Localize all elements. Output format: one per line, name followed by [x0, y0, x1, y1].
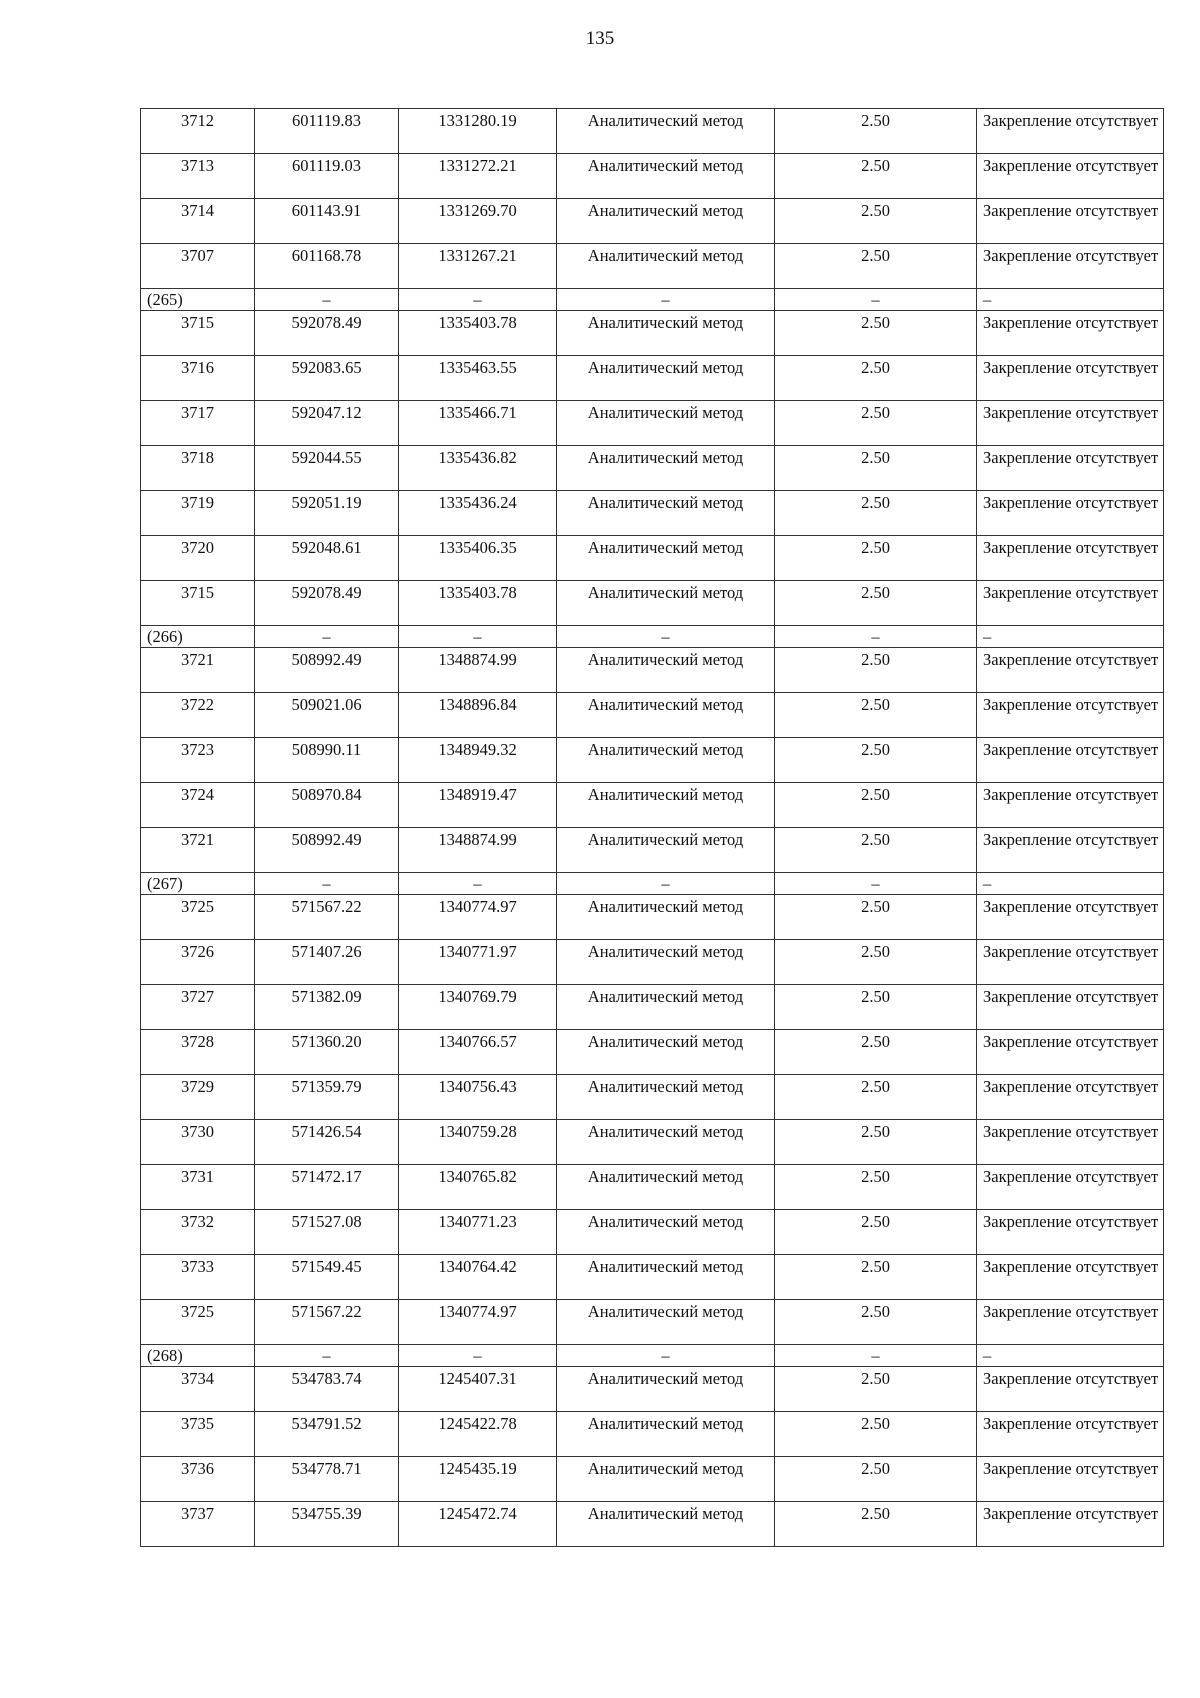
cell-fixing: Закрепление отсутствует	[977, 1210, 1164, 1255]
cell-fixing: Закрепление отсутствует	[977, 738, 1164, 783]
cell-x-coordinate: 601119.83	[255, 109, 399, 154]
cell-method: Аналитический метод	[557, 244, 775, 289]
table-row	[141, 311, 1164, 356]
cell-x-coordinate: 571426.54	[255, 1120, 399, 1165]
contour-separator-row	[141, 626, 1164, 648]
cell-y-coordinate: 1245407.31	[399, 1367, 557, 1412]
cell-method: Аналитический метод	[557, 1367, 775, 1412]
cell-fixing: Закрепление отсутствует	[977, 1255, 1164, 1300]
cell-fixing: Закрепление отсутствует	[977, 1457, 1164, 1502]
cell-method: Аналитический метод	[557, 446, 775, 491]
cell-accuracy: 2.50	[775, 581, 977, 626]
cell-fixing: Закрепление отсутствует	[977, 154, 1164, 199]
table-row	[141, 199, 1164, 244]
cell-method: Аналитический метод	[557, 1300, 775, 1345]
cell-point-number: 3713	[141, 154, 255, 199]
cell-fixing: Закрепление отсутствует	[977, 783, 1164, 828]
cell-y-coordinate: –	[399, 626, 557, 648]
cell-point-number: 3736	[141, 1457, 255, 1502]
cell-point-number: 3719	[141, 491, 255, 536]
cell-y-coordinate: 1331272.21	[399, 154, 557, 199]
cell-accuracy: 2.50	[775, 783, 977, 828]
cell-y-coordinate: 1348874.99	[399, 828, 557, 873]
cell-x-coordinate: 508992.49	[255, 828, 399, 873]
cell-method: Аналитический метод	[557, 1502, 775, 1547]
cell-method: Аналитический метод	[557, 199, 775, 244]
cell-point-number: 3731	[141, 1165, 255, 1210]
cell-x-coordinate: 508990.11	[255, 738, 399, 783]
cell-fixing: –	[977, 1345, 1164, 1367]
cell-point-number: 3726	[141, 940, 255, 985]
cell-point-number: 3729	[141, 1075, 255, 1120]
page-number: 135	[585, 28, 615, 49]
cell-point-number: (265)	[141, 289, 255, 311]
cell-method: Аналитический метод	[557, 401, 775, 446]
table-row	[141, 895, 1164, 940]
cell-fixing: Закрепление отсутствует	[977, 401, 1164, 446]
table-row	[141, 356, 1164, 401]
coordinates-table	[140, 108, 1164, 1547]
table-row	[141, 1300, 1164, 1345]
cell-accuracy: 2.50	[775, 693, 977, 738]
cell-accuracy: 2.50	[775, 1210, 977, 1255]
table-row	[141, 985, 1164, 1030]
cell-point-number: 3735	[141, 1412, 255, 1457]
cell-y-coordinate: 1348874.99	[399, 648, 557, 693]
cell-method: Аналитический метод	[557, 985, 775, 1030]
cell-point-number: 3716	[141, 356, 255, 401]
cell-point-number: 3720	[141, 536, 255, 581]
cell-method: Аналитический метод	[557, 1165, 775, 1210]
cell-x-coordinate: 592083.65	[255, 356, 399, 401]
cell-fixing: Закрепление отсутствует	[977, 109, 1164, 154]
cell-x-coordinate: 592051.19	[255, 491, 399, 536]
cell-point-number: 3715	[141, 311, 255, 356]
cell-y-coordinate: 1331267.21	[399, 244, 557, 289]
cell-fixing: Закрепление отсутствует	[977, 895, 1164, 940]
cell-x-coordinate: 571549.45	[255, 1255, 399, 1300]
cell-accuracy: 2.50	[775, 648, 977, 693]
cell-x-coordinate: 508970.84	[255, 783, 399, 828]
cell-method: Аналитический метод	[557, 109, 775, 154]
cell-method: Аналитический метод	[557, 356, 775, 401]
cell-x-coordinate: 592048.61	[255, 536, 399, 581]
cell-x-coordinate: 571527.08	[255, 1210, 399, 1255]
cell-x-coordinate: 592078.49	[255, 581, 399, 626]
cell-fixing: Закрепление отсутствует	[977, 1412, 1164, 1457]
cell-fixing: Закрепление отсутствует	[977, 446, 1164, 491]
table-row	[141, 693, 1164, 738]
cell-x-coordinate: –	[255, 1345, 399, 1367]
cell-point-number: 3712	[141, 109, 255, 154]
table-row	[141, 154, 1164, 199]
cell-y-coordinate: 1335466.71	[399, 401, 557, 446]
cell-fixing: Закрепление отсутствует	[977, 356, 1164, 401]
cell-fixing: Закрепление отсутствует	[977, 940, 1164, 985]
cell-fixing: Закрепление отсутствует	[977, 828, 1164, 873]
table-row	[141, 738, 1164, 783]
cell-point-number: 3723	[141, 738, 255, 783]
cell-method: Аналитический метод	[557, 154, 775, 199]
cell-fixing: Закрепление отсутствует	[977, 311, 1164, 356]
cell-method: Аналитический метод	[557, 648, 775, 693]
contour-separator-row	[141, 1345, 1164, 1367]
cell-y-coordinate: 1340766.57	[399, 1030, 557, 1075]
cell-y-coordinate: 1348949.32	[399, 738, 557, 783]
cell-x-coordinate: 508992.49	[255, 648, 399, 693]
cell-accuracy: 2.50	[775, 491, 977, 536]
cell-x-coordinate: 571472.17	[255, 1165, 399, 1210]
table-row	[141, 244, 1164, 289]
cell-x-coordinate: 571359.79	[255, 1075, 399, 1120]
table-row	[141, 648, 1164, 693]
cell-fixing: Закрепление отсутствует	[977, 648, 1164, 693]
cell-method: Аналитический метод	[557, 581, 775, 626]
cell-accuracy: 2.50	[775, 244, 977, 289]
cell-y-coordinate: –	[399, 1345, 557, 1367]
cell-fixing: Закрепление отсутствует	[977, 199, 1164, 244]
cell-method: Аналитический метод	[557, 1457, 775, 1502]
cell-point-number: 3727	[141, 985, 255, 1030]
cell-fixing: Закрепление отсутствует	[977, 491, 1164, 536]
cell-x-coordinate: 601143.91	[255, 199, 399, 244]
cell-accuracy: 2.50	[775, 446, 977, 491]
cell-y-coordinate: –	[399, 873, 557, 895]
cell-y-coordinate: 1331280.19	[399, 109, 557, 154]
cell-y-coordinate: 1335463.55	[399, 356, 557, 401]
cell-y-coordinate: 1245472.74	[399, 1502, 557, 1547]
cell-fixing: Закрепление отсутствует	[977, 1367, 1164, 1412]
cell-x-coordinate: 592047.12	[255, 401, 399, 446]
cell-accuracy: 2.50	[775, 738, 977, 783]
contour-separator-row	[141, 873, 1164, 895]
cell-accuracy: 2.50	[775, 1412, 977, 1457]
cell-method: Аналитический метод	[557, 940, 775, 985]
table-row	[141, 1412, 1164, 1457]
cell-x-coordinate: 571382.09	[255, 985, 399, 1030]
cell-point-number: 3714	[141, 199, 255, 244]
cell-point-number: 3728	[141, 1030, 255, 1075]
cell-x-coordinate: 534755.39	[255, 1502, 399, 1547]
cell-method: Аналитический метод	[557, 783, 775, 828]
cell-x-coordinate: 571567.22	[255, 1300, 399, 1345]
cell-accuracy: 2.50	[775, 1457, 977, 1502]
table-row	[141, 1120, 1164, 1165]
cell-method: –	[557, 626, 775, 648]
cell-accuracy: 2.50	[775, 1502, 977, 1547]
cell-point-number: 3725	[141, 895, 255, 940]
cell-method: –	[557, 289, 775, 311]
cell-fixing: Закрепление отсутствует	[977, 985, 1164, 1030]
cell-x-coordinate: 571360.20	[255, 1030, 399, 1075]
cell-y-coordinate: 1340771.97	[399, 940, 557, 985]
cell-accuracy: 2.50	[775, 1255, 977, 1300]
cell-x-coordinate: –	[255, 289, 399, 311]
cell-accuracy: 2.50	[775, 1075, 977, 1120]
cell-fixing: Закрепление отсутствует	[977, 693, 1164, 738]
cell-accuracy: –	[775, 289, 977, 311]
cell-y-coordinate: 1335436.24	[399, 491, 557, 536]
table-row	[141, 783, 1164, 828]
cell-fixing: Закрепление отсутствует	[977, 1120, 1164, 1165]
cell-x-coordinate: 534778.71	[255, 1457, 399, 1502]
cell-method: –	[557, 1345, 775, 1367]
table-row	[141, 828, 1164, 873]
table-row	[141, 1075, 1164, 1120]
cell-accuracy: 2.50	[775, 940, 977, 985]
cell-accuracy: 2.50	[775, 1120, 977, 1165]
cell-x-coordinate: 601168.78	[255, 244, 399, 289]
cell-method: Аналитический метод	[557, 693, 775, 738]
cell-x-coordinate: –	[255, 873, 399, 895]
cell-accuracy: 2.50	[775, 356, 977, 401]
cell-fixing: Закрепление отсутствует	[977, 1075, 1164, 1120]
cell-fixing: –	[977, 873, 1164, 895]
cell-method: Аналитический метод	[557, 1120, 775, 1165]
coordinates-table-body	[141, 109, 1164, 1547]
cell-fixing: Закрепление отсутствует	[977, 536, 1164, 581]
cell-fixing: Закрепление отсутствует	[977, 1030, 1164, 1075]
table-row	[141, 401, 1164, 446]
table-row	[141, 446, 1164, 491]
cell-method: Аналитический метод	[557, 536, 775, 581]
cell-method: Аналитический метод	[557, 1030, 775, 1075]
table-row	[141, 1255, 1164, 1300]
cell-y-coordinate: 1340756.43	[399, 1075, 557, 1120]
cell-y-coordinate: 1340774.97	[399, 1300, 557, 1345]
cell-x-coordinate: 571567.22	[255, 895, 399, 940]
cell-y-coordinate: 1340771.23	[399, 1210, 557, 1255]
cell-accuracy: –	[775, 873, 977, 895]
cell-accuracy: –	[775, 1345, 977, 1367]
cell-point-number: (267)	[141, 873, 255, 895]
cell-point-number: 3721	[141, 828, 255, 873]
cell-point-number: (266)	[141, 626, 255, 648]
cell-accuracy: 2.50	[775, 1367, 977, 1412]
cell-point-number: 3722	[141, 693, 255, 738]
cell-accuracy: 2.50	[775, 311, 977, 356]
contour-separator-row	[141, 289, 1164, 311]
table-row	[141, 491, 1164, 536]
cell-accuracy: 2.50	[775, 536, 977, 581]
cell-fixing: –	[977, 289, 1164, 311]
cell-x-coordinate: 509021.06	[255, 693, 399, 738]
cell-point-number: 3718	[141, 446, 255, 491]
cell-y-coordinate: 1335403.78	[399, 581, 557, 626]
cell-y-coordinate: 1340769.79	[399, 985, 557, 1030]
cell-point-number: 3737	[141, 1502, 255, 1547]
cell-method: Аналитический метод	[557, 1412, 775, 1457]
cell-accuracy: 2.50	[775, 895, 977, 940]
cell-y-coordinate: 1348896.84	[399, 693, 557, 738]
cell-point-number: 3733	[141, 1255, 255, 1300]
cell-method: Аналитический метод	[557, 828, 775, 873]
cell-method: –	[557, 873, 775, 895]
cell-y-coordinate: 1331269.70	[399, 199, 557, 244]
cell-x-coordinate: –	[255, 626, 399, 648]
cell-fixing: Закрепление отсутствует	[977, 581, 1164, 626]
cell-x-coordinate: 592044.55	[255, 446, 399, 491]
cell-x-coordinate: 534791.52	[255, 1412, 399, 1457]
cell-x-coordinate: 534783.74	[255, 1367, 399, 1412]
cell-accuracy: 2.50	[775, 1165, 977, 1210]
table-row	[141, 109, 1164, 154]
cell-point-number: 3734	[141, 1367, 255, 1412]
cell-accuracy: 2.50	[775, 401, 977, 446]
table-row	[141, 940, 1164, 985]
cell-method: Аналитический метод	[557, 895, 775, 940]
cell-y-coordinate: 1335436.82	[399, 446, 557, 491]
cell-y-coordinate: 1340765.82	[399, 1165, 557, 1210]
table-row	[141, 536, 1164, 581]
table-row	[141, 1210, 1164, 1255]
cell-point-number: 3721	[141, 648, 255, 693]
cell-accuracy: 2.50	[775, 985, 977, 1030]
cell-fixing: Закрепление отсутствует	[977, 1300, 1164, 1345]
cell-y-coordinate: 1348919.47	[399, 783, 557, 828]
cell-y-coordinate: 1245422.78	[399, 1412, 557, 1457]
cell-point-number: 3717	[141, 401, 255, 446]
cell-method: Аналитический метод	[557, 491, 775, 536]
cell-y-coordinate: –	[399, 289, 557, 311]
cell-fixing: Закрепление отсутствует	[977, 244, 1164, 289]
cell-accuracy: 2.50	[775, 1300, 977, 1345]
cell-point-number: 3732	[141, 1210, 255, 1255]
table-row	[141, 581, 1164, 626]
table-row	[141, 1457, 1164, 1502]
cell-y-coordinate: 1335406.35	[399, 536, 557, 581]
cell-point-number: (268)	[141, 1345, 255, 1367]
cell-method: Аналитический метод	[557, 1210, 775, 1255]
cell-accuracy: 2.50	[775, 154, 977, 199]
cell-y-coordinate: 1340774.97	[399, 895, 557, 940]
cell-accuracy: 2.50	[775, 1030, 977, 1075]
cell-accuracy: –	[775, 626, 977, 648]
cell-fixing: Закрепление отсутствует	[977, 1502, 1164, 1547]
cell-accuracy: 2.50	[775, 199, 977, 244]
cell-accuracy: 2.50	[775, 109, 977, 154]
cell-x-coordinate: 571407.26	[255, 940, 399, 985]
table-row	[141, 1502, 1164, 1547]
cell-point-number: 3724	[141, 783, 255, 828]
table-row	[141, 1165, 1164, 1210]
cell-y-coordinate: 1245435.19	[399, 1457, 557, 1502]
cell-fixing: –	[977, 626, 1164, 648]
cell-fixing: Закрепление отсутствует	[977, 1165, 1164, 1210]
cell-y-coordinate: 1340759.28	[399, 1120, 557, 1165]
cell-accuracy: 2.50	[775, 828, 977, 873]
cell-y-coordinate: 1335403.78	[399, 311, 557, 356]
cell-x-coordinate: 592078.49	[255, 311, 399, 356]
cell-method: Аналитический метод	[557, 738, 775, 783]
cell-y-coordinate: 1340764.42	[399, 1255, 557, 1300]
cell-method: Аналитический метод	[557, 311, 775, 356]
table-row	[141, 1367, 1164, 1412]
cell-point-number: 3725	[141, 1300, 255, 1345]
cell-method: Аналитический метод	[557, 1075, 775, 1120]
table-row	[141, 1030, 1164, 1075]
cell-point-number: 3730	[141, 1120, 255, 1165]
cell-point-number: 3707	[141, 244, 255, 289]
cell-x-coordinate: 601119.03	[255, 154, 399, 199]
cell-point-number: 3715	[141, 581, 255, 626]
cell-method: Аналитический метод	[557, 1255, 775, 1300]
